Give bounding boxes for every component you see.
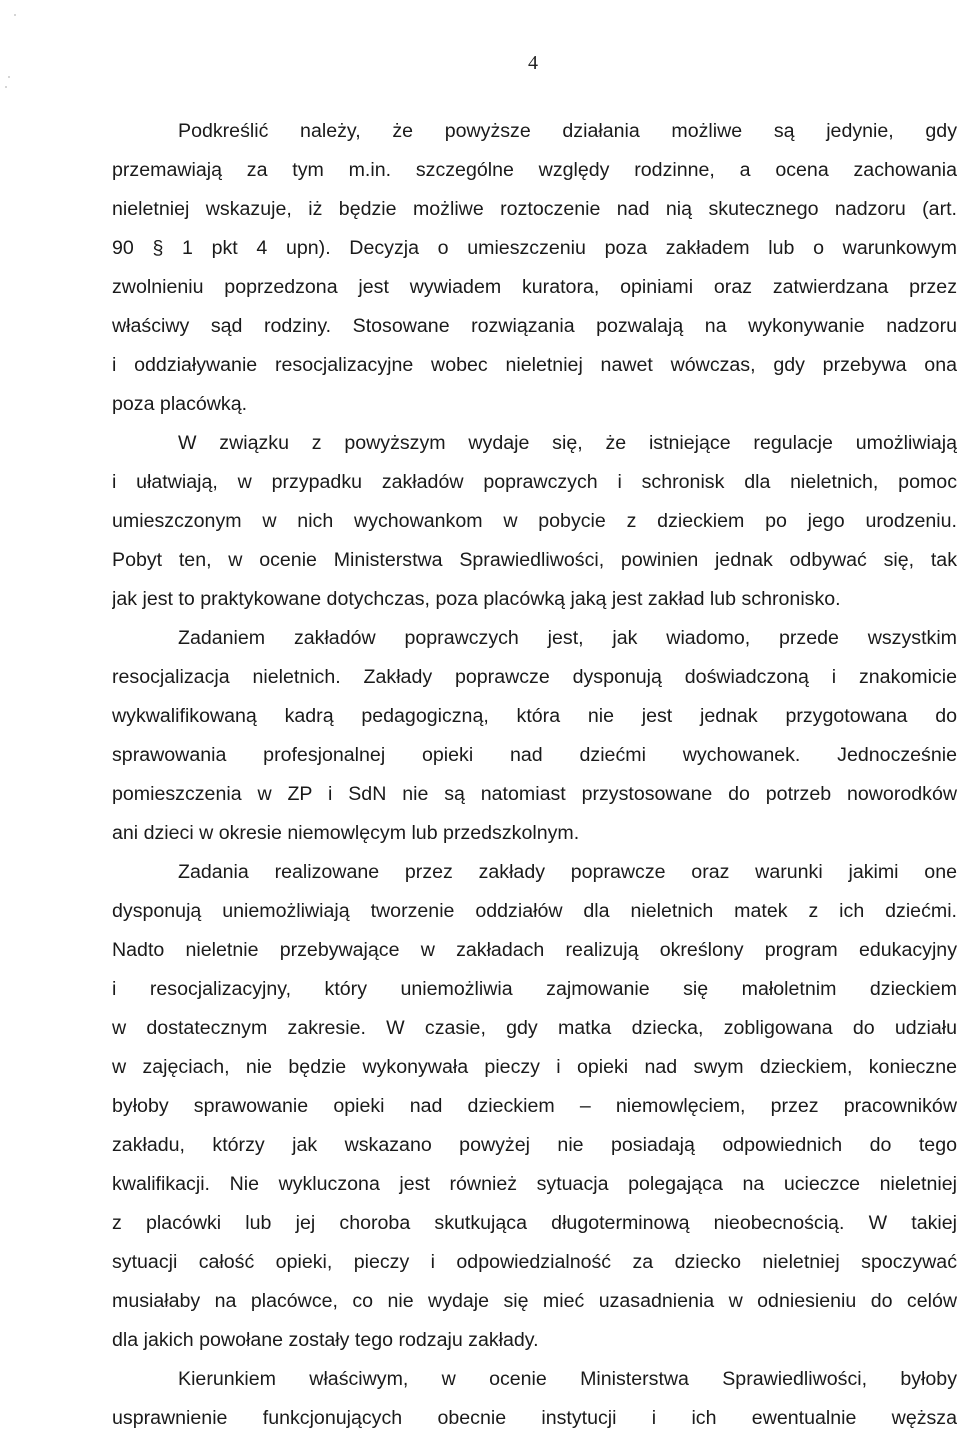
text-line: zwolnieniu poprzedzona jest wywiadem kuratora, opiniami oraz zatwierdzana przez xyxy=(112,276,957,298)
text-line: kwalifikacji. Nie wykluczona jest również sytuacja polegająca na ucieczce nieletniej xyxy=(112,1173,957,1195)
document-body xyxy=(112,112,957,1438)
text-line: i oddziaływanie resocjalizacyjne wobec nieletniej nawet wówczas, gdy przebywa ona xyxy=(112,354,957,376)
text-line: pomieszczenia w ZP i SdN nie są natomiast przystosowane do potrzeb noworodków xyxy=(112,783,957,805)
text-line: musiałaby na placówce, co nie wydaje się mieć uzasadnienia w odniesieniu do celów xyxy=(112,1290,957,1312)
text-line: właściwy sąd rodziny. Stosowane rozwiązania pozwalają na wykonywanie nadzoru xyxy=(112,315,957,337)
text-line: Zadania realizowane przez zakłady poprawcze oraz warunki jakimi one xyxy=(178,861,957,883)
text-line: Zadaniem zakładów poprawczych jest, jak wiadomo, przede wszystkim xyxy=(178,627,957,649)
text-line: jak jest to praktykowane dotychczas, poza placówką jaką jest zakład lub schronisko. xyxy=(112,588,841,610)
text-line: sprawowania profesjonalnej opieki nad dziećmi wychowanek. Jednocześnie xyxy=(112,744,957,766)
text-line: Podkreślić należy, że powyższe działania możliwe są jedynie, gdy xyxy=(178,120,957,142)
text-line: z placówki lub jej choroba skutkująca długoterminową nieobecnością. W takiej xyxy=(112,1212,957,1234)
text-line: umieszczonym w nich wychowankom w pobycie z dzieckiem po jego urodzeniu. xyxy=(112,510,957,532)
text-line: w zajęciach, nie będzie wykonywała pieczy i opieki nad swym dzieckiem, konieczne xyxy=(112,1056,957,1078)
text-line: nieletniej wskazuje, iż będzie możliwe roztoczenie nad nią skutecznego nadzoru (art. xyxy=(112,198,957,220)
text-line: poza placówką. xyxy=(112,393,248,415)
text-line: Kierunkiem właściwym, w ocenie Ministerstwa Sprawiedliwości, byłoby xyxy=(178,1368,957,1390)
text-line: ani dzieci w okresie niemowlęcym lub przedszkolnym. xyxy=(112,822,580,844)
text-line: W związku z powyższym wydaje się, że istniejące regulacje umożliwiają xyxy=(178,432,957,454)
text-line: przemawiają za tym m.in. szczególne względy rodzinne, a ocena zachowania xyxy=(112,159,957,181)
text-line: dysponują uniemożliwiają tworzenie oddziałów dla nieletnich matek z ich dziećmi. xyxy=(112,900,957,922)
text-line: wykwalifikowaną kadrą pedagogiczną, która nie jest jednak przygotowana do xyxy=(112,705,957,727)
text-line: w dostatecznym zakresie. W czasie, gdy matka dziecka, zobligowana do udziału xyxy=(112,1017,957,1039)
text-line: i ułatwiają, w przypadku zakładów poprawczych i schronisk dla nieletnich, pomoc xyxy=(112,471,957,493)
text-line: resocjalizacja nieletnich. Zakłady poprawcze dysponują doświadczoną i znakomicie xyxy=(112,666,957,688)
scan-speck xyxy=(8,76,10,78)
text-line: zakładu, którzy jak wskazano powyżej nie posiadają odpowiednich do tego xyxy=(112,1134,957,1156)
text-line: byłoby sprawowanie opieki nad dzieckiem – niemowlęciem, przez pracowników xyxy=(112,1095,957,1117)
text-line: Nadto nieletnie przebywające w zakładach realizują określony program edukacyjny xyxy=(112,939,957,961)
scan-speck xyxy=(14,14,16,16)
text-line: 90 § 1 pkt 4 upn). Decyzja o umieszczeniu poza zakładem lub o warunkowym xyxy=(112,237,957,259)
text-line: dla jakich powołane zostały tego rodzaju zakłady. xyxy=(112,1329,539,1351)
page-number: 4 xyxy=(528,52,538,74)
scan-speck xyxy=(5,86,7,88)
text-line: usprawnienie funkcjonujących obecnie instytucji i ich ewentualnie węższa xyxy=(112,1407,957,1429)
text-line: Pobyt ten, w ocenie Ministerstwa Sprawiedliwości, powinien jednak odbywać się, tak xyxy=(112,549,957,571)
text-line: i resocjalizacyjny, który uniemożliwia zajmowanie się małoletnim dzieckiem xyxy=(112,978,957,1000)
text-line: sytuacji całość opieki, pieczy i odpowiedzialność za dziecko nieletniej spoczywać xyxy=(112,1251,957,1273)
